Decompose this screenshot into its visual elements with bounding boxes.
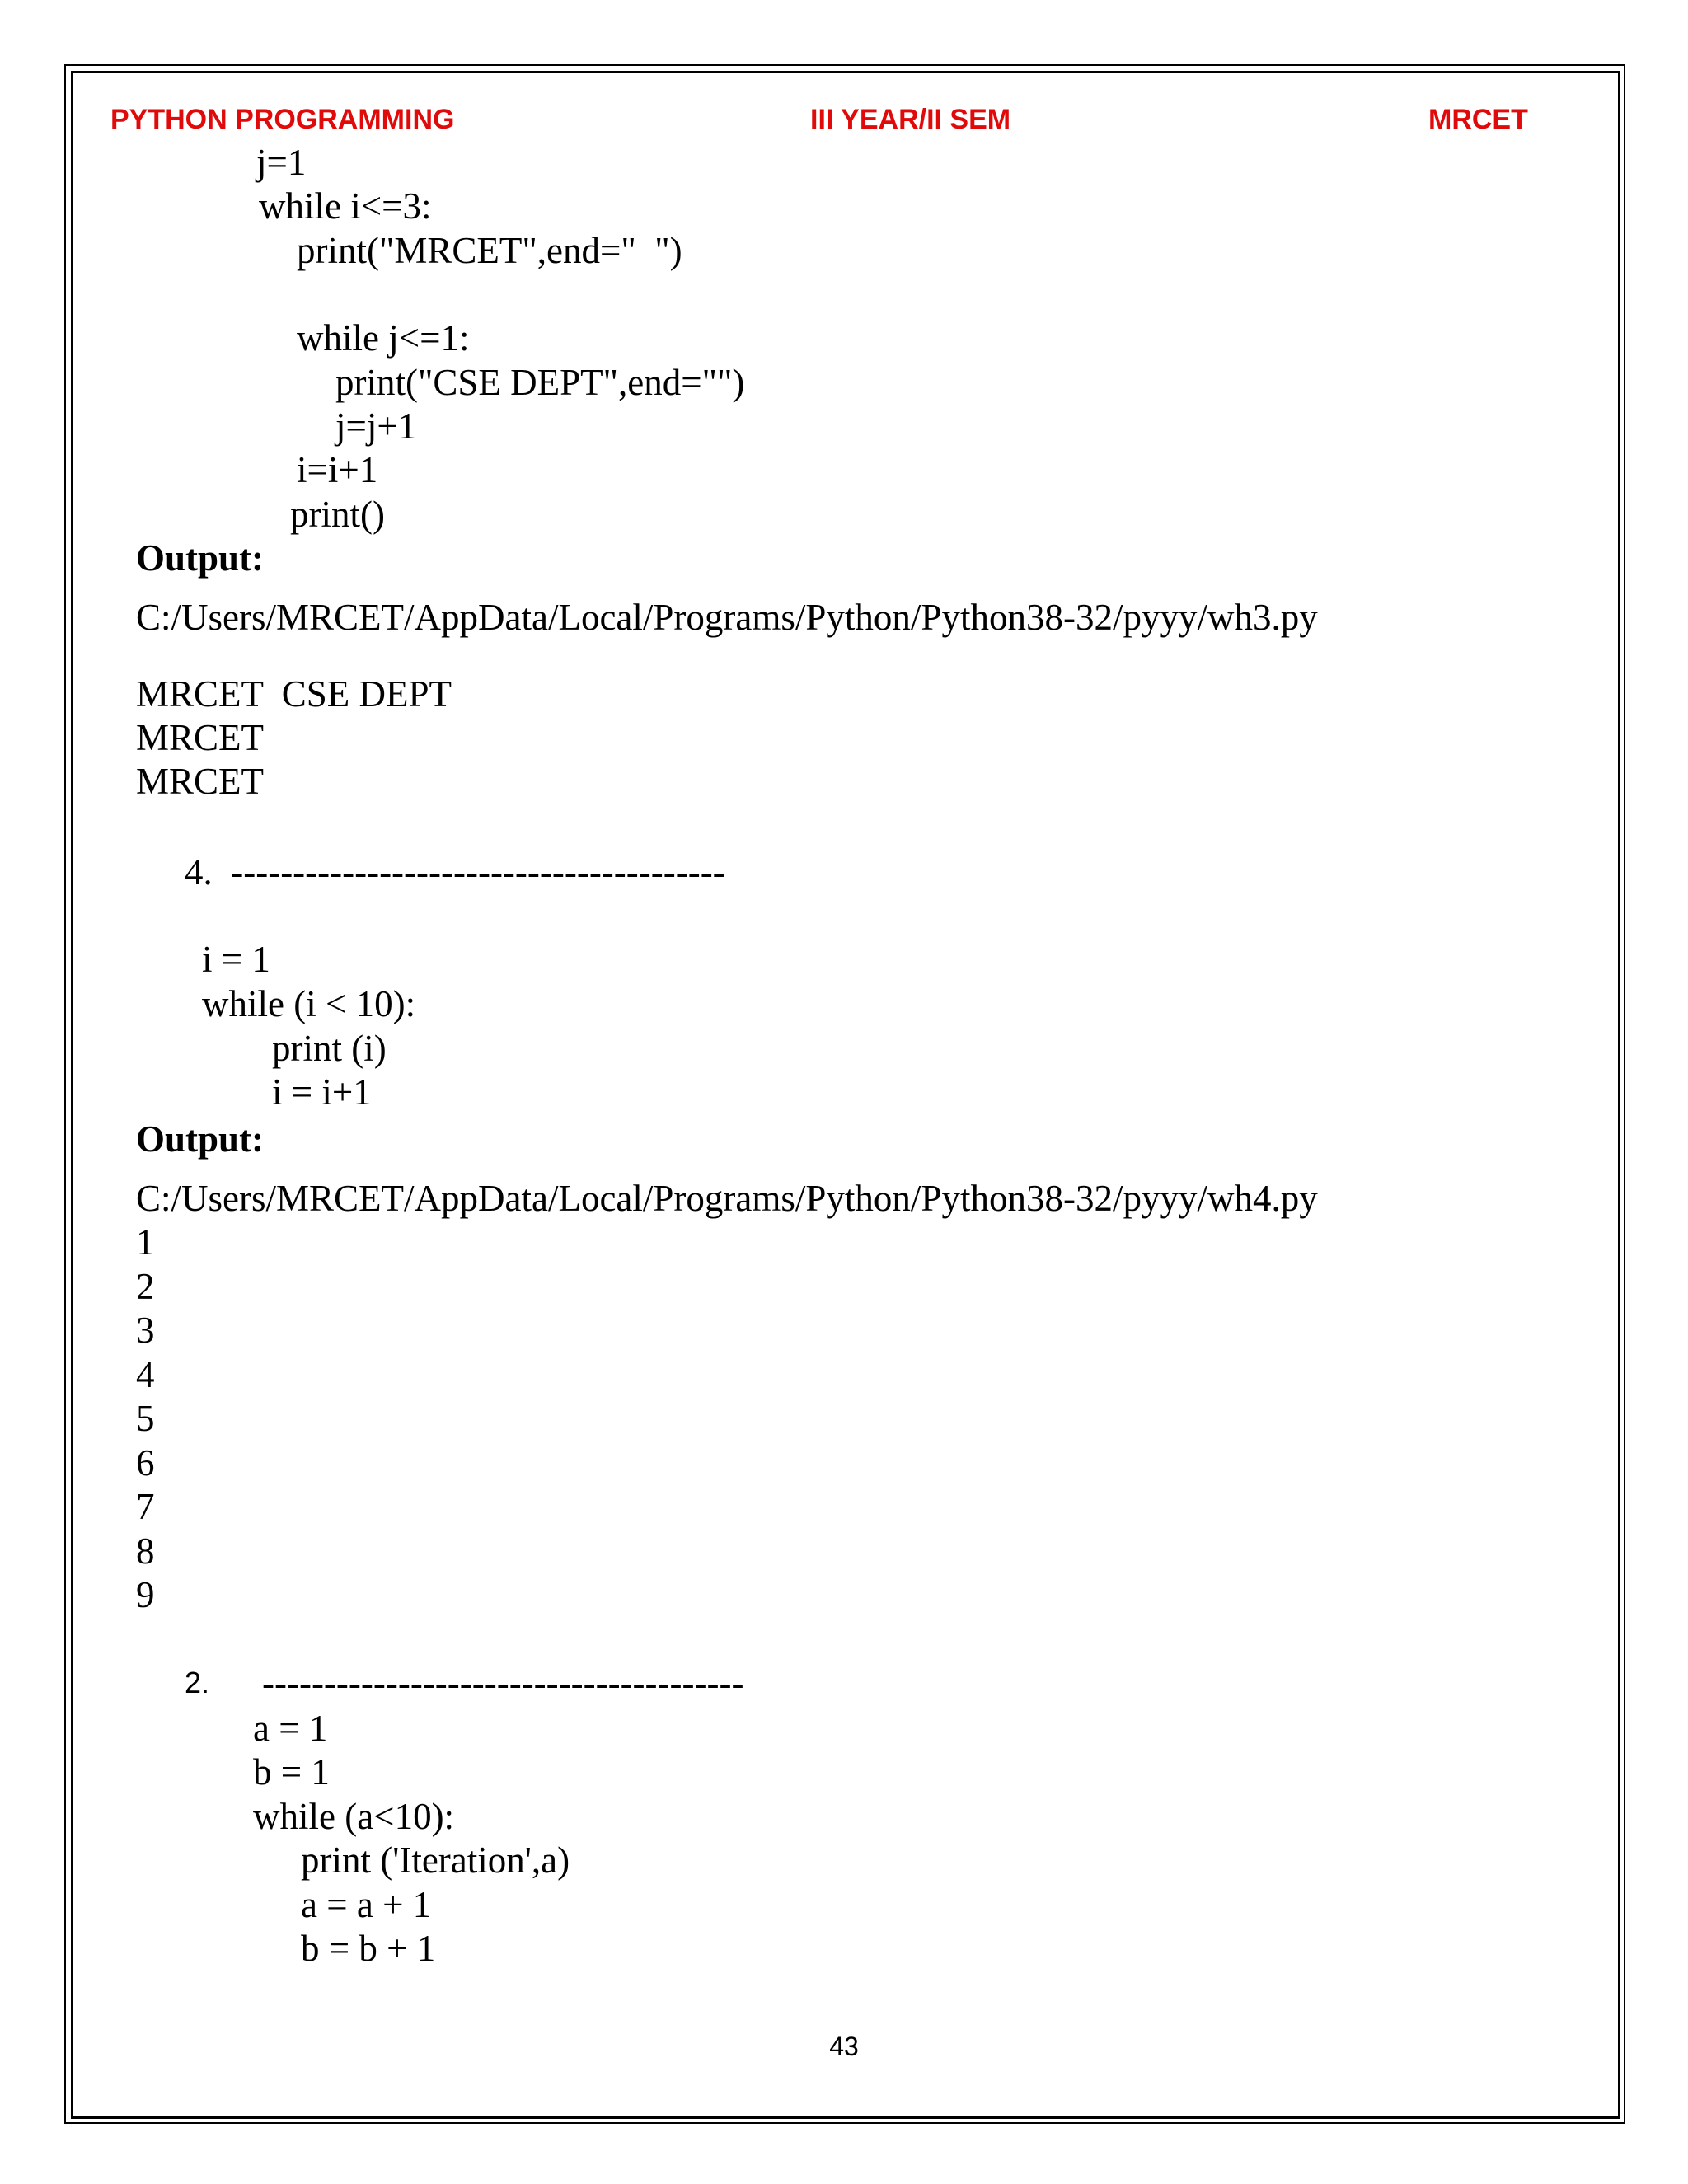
code-line: j=j+1	[335, 405, 417, 447]
code-line: i = i+1	[272, 1071, 372, 1113]
code-line: print("MRCET",end=" ")	[297, 230, 682, 271]
code-line: print ('Iteration',a)	[301, 1840, 570, 1881]
code-line: a = 1	[253, 1708, 328, 1749]
output-line: MRCET	[136, 761, 265, 802]
output-path: C:/Users/MRCET/AppData/Local/Programs/Python/Python38-32/pyyy/wh4.py	[136, 1178, 1318, 1219]
output-line: 7	[136, 1486, 155, 1527]
header-college: MRCET	[1428, 104, 1528, 135]
output-line: MRCET	[136, 717, 265, 758]
output-line: 3	[136, 1310, 155, 1351]
code-line: while (a<10):	[253, 1796, 455, 1837]
output-line: MRCET CSE DEPT	[136, 673, 452, 715]
section-number: 2.	[185, 1666, 210, 1699]
code-line: i = 1	[202, 939, 270, 980]
output-heading: Output:	[136, 1118, 265, 1160]
section-number: 4. ----------------------------------------	[185, 851, 725, 893]
output-line: 4	[136, 1354, 155, 1395]
code-line: b = b + 1	[301, 1928, 436, 1969]
code-line: while j<=1:	[297, 317, 470, 359]
output-line: 1	[136, 1221, 155, 1263]
code-line: a = a + 1	[301, 1884, 432, 1925]
header-year-sem: III YEAR/II SEM	[810, 104, 1011, 135]
header-subject: PYTHON PROGRAMMING	[110, 104, 455, 135]
section-rule: ---------------------------------------	[262, 1662, 744, 1704]
output-line: 6	[136, 1442, 155, 1483]
code-line: while (i < 10):	[202, 983, 416, 1024]
code-line: j=1	[256, 142, 307, 183]
output-line: 5	[136, 1398, 155, 1439]
output-line: 9	[136, 1574, 155, 1615]
output-line: 8	[136, 1530, 155, 1572]
output-heading: Output:	[136, 537, 265, 579]
code-line: print (i)	[272, 1028, 387, 1069]
code-line: i=i+1	[297, 449, 378, 490]
code-line: b = 1	[253, 1751, 330, 1793]
page-number: 43	[829, 2032, 859, 2061]
output-path: C:/Users/MRCET/AppData/Local/Programs/Python/Python38-32/pyyy/wh3.py	[136, 597, 1318, 638]
output-line: 2	[136, 1266, 155, 1307]
code-line: print("CSE DEPT",end="")	[335, 362, 745, 403]
code-line: print()	[290, 494, 385, 535]
code-line: while i<=3:	[259, 185, 432, 227]
